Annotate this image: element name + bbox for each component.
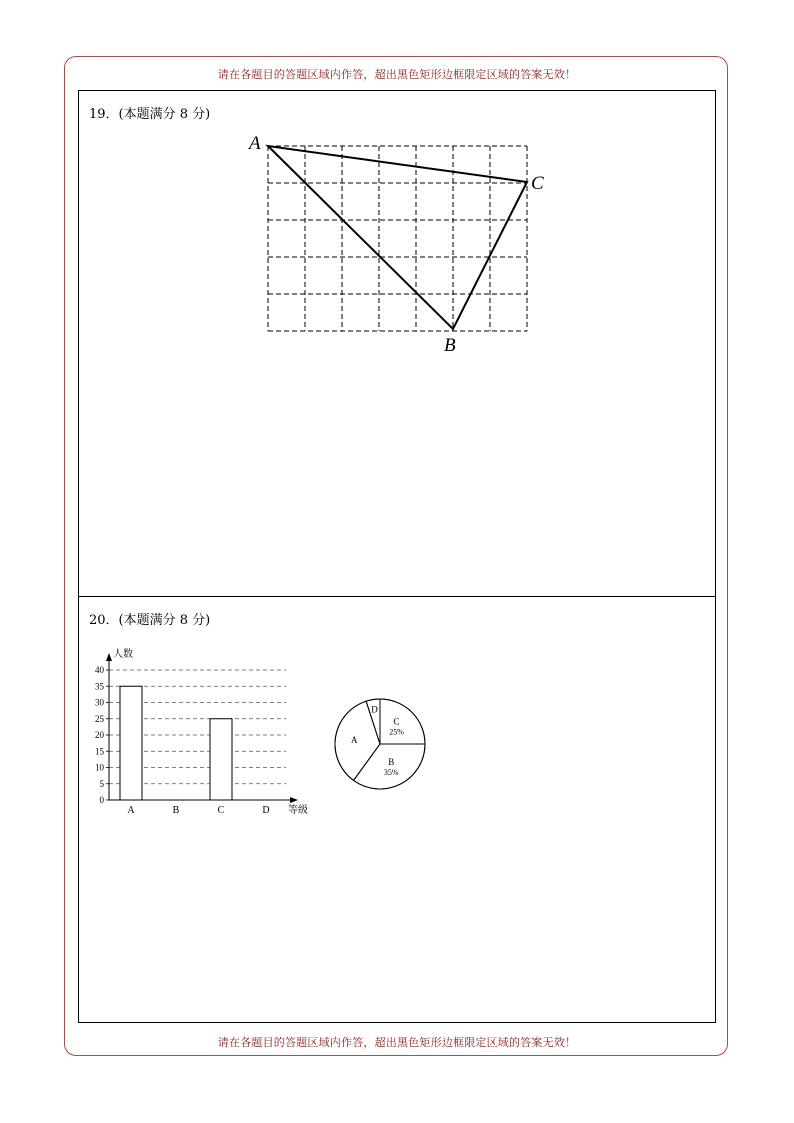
triangle-abc: [268, 146, 527, 329]
x-axis-arrow: [290, 797, 298, 803]
category-label: B: [172, 805, 180, 816]
y-tick-label: 25: [95, 713, 104, 724]
y-tick-label: 30: [95, 697, 104, 708]
y-tick-label: 15: [95, 746, 104, 757]
point-c-label: C: [531, 173, 544, 194]
category-label: A: [127, 805, 135, 816]
triangle-grid-figure: [239, 129, 569, 369]
pie-label-b: B: [388, 757, 395, 768]
point-b-label: B: [444, 335, 456, 356]
pie-label-d: D: [371, 704, 378, 715]
question-20-answer-box[interactable]: [78, 596, 716, 1023]
x-axis-label: 等级: [288, 805, 308, 816]
pie-label-c: C: [393, 716, 400, 727]
y-tick-label: 20: [95, 730, 104, 740]
bar-a: [120, 686, 142, 800]
question-20-title: 20．(本题满分 8 分): [89, 613, 211, 628]
dashed-grid: [268, 146, 527, 331]
category-label: C: [217, 805, 225, 816]
point-a-label: A: [249, 133, 261, 154]
question-19-answer-box[interactable]: [78, 90, 716, 597]
answer-area-notice-top: 请在各题目的答题区域内作答，超出黑色矩形边框限定区域的答案无效！: [217, 68, 577, 81]
y-tick-label: 10: [95, 762, 104, 773]
y-tick-label: 5: [99, 778, 104, 789]
pie-chart: [325, 689, 435, 799]
bar-chart: [91, 645, 331, 820]
category-label: D: [262, 805, 270, 816]
bar-c: [210, 719, 232, 800]
y-axis-label: 人数: [113, 649, 133, 660]
pie-label-a: A: [350, 734, 358, 745]
pie-percent-b: 35%: [383, 768, 399, 778]
y-tick-label: 35: [95, 681, 104, 692]
y-axis-arrow: [106, 653, 112, 661]
question-19-title: 19．(本题满分 8 分): [89, 107, 211, 122]
y-tick-label: 0: [99, 795, 104, 805]
y-tick-label: 40: [95, 665, 104, 675]
pie-percent-c: 25%: [389, 727, 404, 737]
answer-area-notice-bottom: 请在各题目的答题区域内作答，超出黑色矩形边框限定区域的答案无效！: [217, 1036, 577, 1049]
